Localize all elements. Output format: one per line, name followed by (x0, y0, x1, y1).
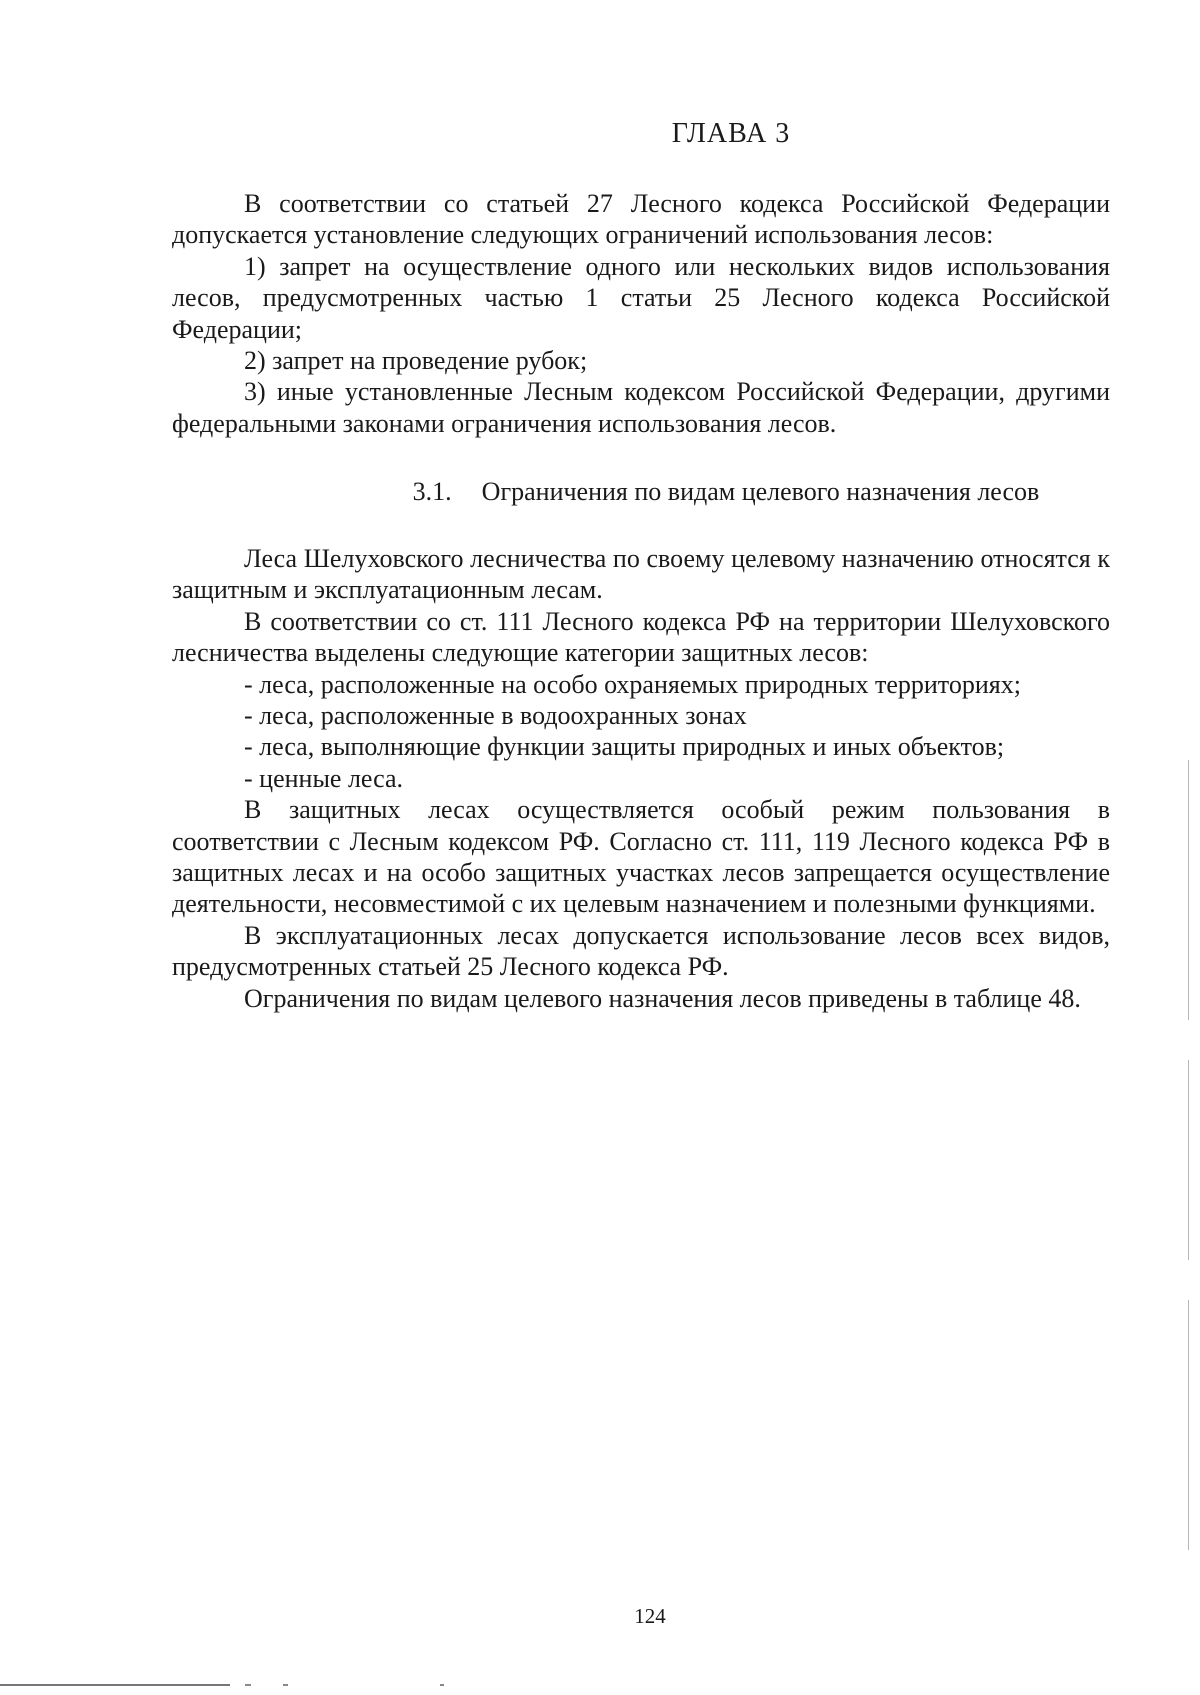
scan-artifact-dot (283, 1684, 288, 1686)
body-paragraph-protective-regime: В защитных лесах осуществляется особый режим пользования в соответствии с Лесным кодексом РФ. Согласно ст. 111, 119 Лесного кодекса РФ в защитных лесах и на особо защитных участках лесов запрещается осуществление деятельности, несовместимой с их целевым назначением и полезными функциями. (172, 795, 1110, 919)
scan-artifact-dot (440, 1684, 444, 1686)
scan-edge-mark (1188, 1060, 1189, 1260)
scan-edge-mark (1188, 760, 1189, 1020)
section-number: 3.1. (412, 477, 452, 506)
scan-artifact-line (0, 1684, 230, 1686)
body-paragraph-purpose: Леса Шелуховского лесничества по своему целевому назначению относятся к защитным и эксплуатационным лесам. (172, 544, 1110, 605)
section-heading (172, 477, 1110, 507)
body-paragraph-categories: В соответствии со ст. 111 Лесного кодекса РФ на территории Шелуховского лесничества выделены следующие категории защитных лесов: (172, 606, 1110, 668)
intro-paragraph: В соответствии со статьей 27 Лесного кодекса Российской Федерации допускается установление следующих ограничений использования лесов: (172, 189, 1110, 250)
category-item-protective-functions: - леса, выполняющие функции защиты природных и иных объектов; (244, 732, 1005, 762)
intro-block (172, 188, 1110, 439)
restriction-item-1: 1) запрет на осуществление одного или нескольких видов использования лесов, предусмотренных частью 1 статьи 25 Лесного кодекса Российской Федерации; (172, 251, 1110, 344)
category-item-valuable: - ценные леса. (244, 763, 404, 793)
document-page (172, 0, 1110, 1695)
page-number: 124 (634, 1604, 666, 1628)
body-paragraph-table-reference: Ограничения по видам целевого назначения лесов приведены в таблице 48. (244, 983, 1081, 1013)
scan-artifact-dot (245, 1684, 251, 1686)
scan-edge-mark (1188, 1300, 1189, 1550)
section-title: Ограничения по видам целевого назначения лесов (481, 477, 1040, 506)
category-item-water-zones: - леса, расположенные в водоохранных зонах (244, 701, 747, 731)
restriction-item-3: 3) иные установленные Лесным кодексом Российской Федерации, другими федеральными законами ограничения использования лесов. (172, 377, 1110, 438)
chapter-title: ГЛАВА 3 (671, 118, 791, 149)
restriction-item-2: 2) запрет на проведение рубок; (244, 346, 588, 376)
category-item-protected-areas: - леса, расположенные на особо охраняемых природных территориях; (244, 669, 1021, 699)
body-paragraph-exploitation: В эксплуатационных лесах допускается использование лесов всех видов, предусмотренных статьей 25 Лесного кодекса РФ. (172, 920, 1110, 982)
section-body (172, 543, 1110, 1014)
